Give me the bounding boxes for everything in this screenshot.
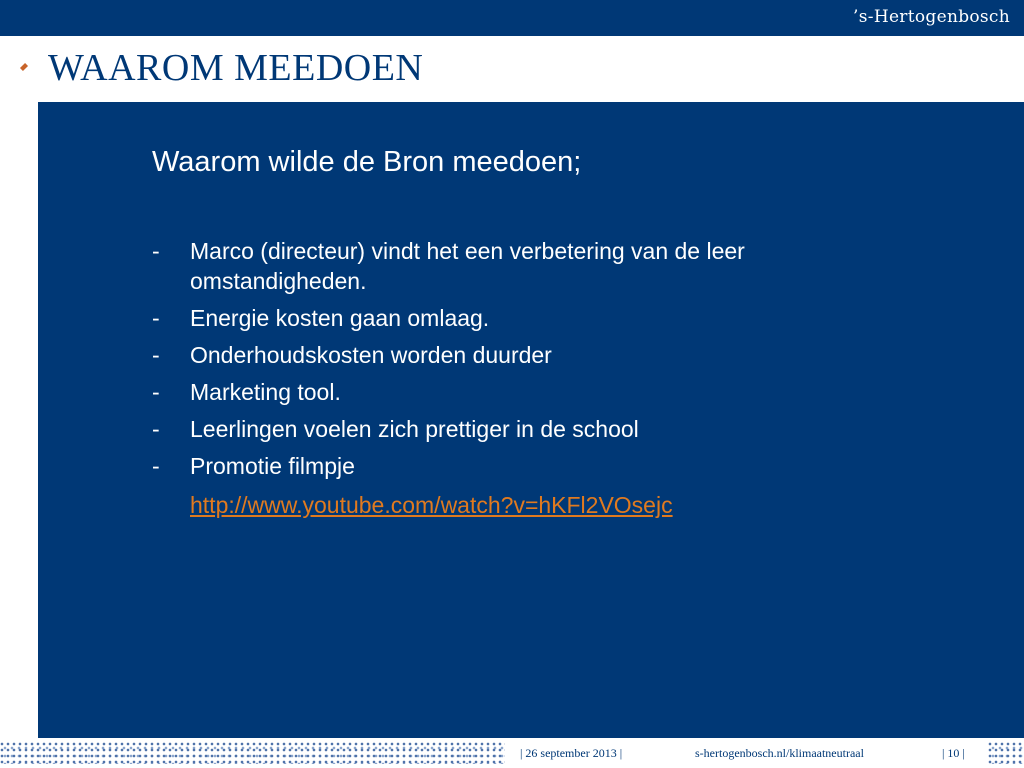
list-item — [152, 303, 832, 333]
list-item — [152, 236, 832, 296]
slide-heading: Waarom wilde de Bron meedoen; — [152, 146, 582, 178]
dash-marker: - — [152, 238, 160, 264]
list-item — [152, 451, 832, 481]
list-item-text: Onderhoudskosten worden duurder — [190, 342, 552, 368]
dash-marker: - — [152, 453, 160, 479]
youtube-link[interactable]: http://www.youtube.com/watch?v=hKFl2VOsejc — [190, 492, 673, 518]
slide-title: WAAROM MEEDOEN — [48, 47, 424, 89]
brand-logo-text: ’s-Hertogenbosch — [853, 7, 1010, 27]
title-bullet-icon — [20, 63, 28, 71]
list-item-text: Energie kosten gaan omlaag. — [190, 305, 490, 331]
footer-website: s-hertogenbosch.nl/klimaatneutraal — [695, 746, 864, 760]
list-item — [152, 414, 832, 444]
dash-marker: - — [152, 416, 160, 442]
footer-pattern-decoration — [988, 742, 1024, 764]
list-item — [152, 340, 832, 370]
footer-date: | 26 september 2013 | — [520, 746, 623, 760]
list-item-text: Marketing tool. — [190, 379, 341, 405]
list-item-text: Leerlingen voelen zich prettiger in de school — [190, 416, 639, 442]
list-item-text: Promotie filmpje — [190, 453, 355, 479]
list-item-text: Marco (directeur) vindt het een verbetering van de leer omstandigheden. — [190, 238, 745, 294]
list-item — [152, 377, 832, 407]
bullet-list — [152, 236, 832, 488]
footer-pattern-decoration — [0, 742, 505, 764]
footer-bar — [0, 738, 1024, 768]
content-panel — [38, 102, 1024, 738]
page-number: | 10 | — [942, 746, 965, 760]
header-bar — [0, 0, 1024, 36]
dash-marker: - — [152, 305, 160, 331]
dash-marker: - — [152, 342, 160, 368]
dash-marker: - — [152, 379, 160, 405]
